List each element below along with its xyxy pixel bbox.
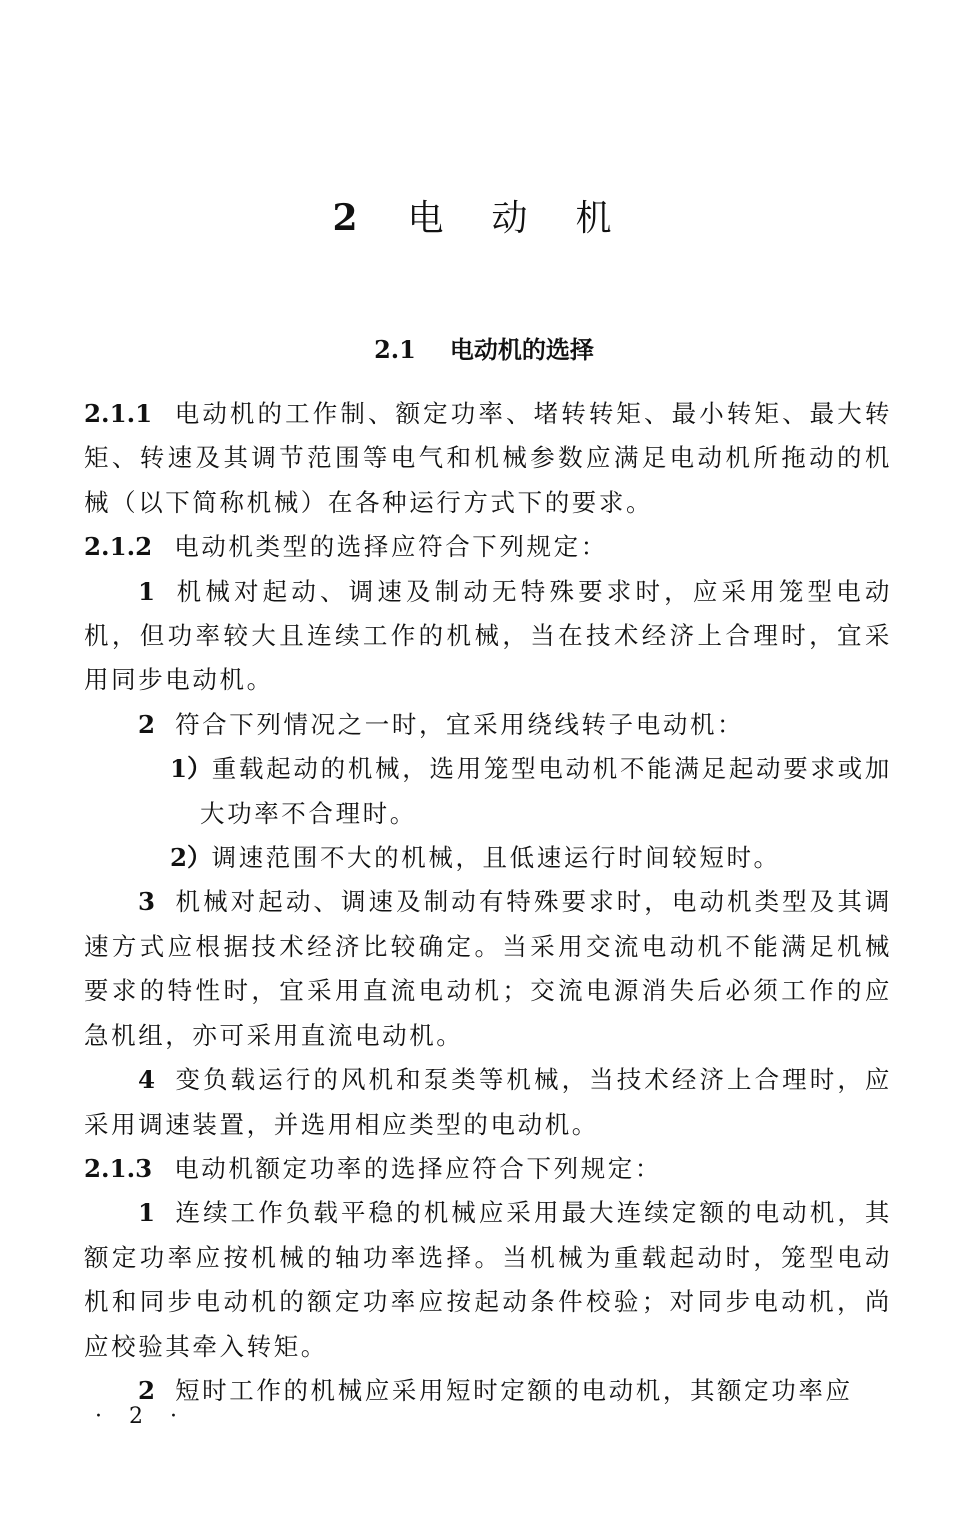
item-2-1-2-2 xyxy=(84,703,892,747)
item-number: 1 xyxy=(138,576,156,606)
section-title-text: 电动机的选择 xyxy=(449,336,594,364)
sub-item-number: 2） xyxy=(170,843,212,873)
clause-number: 2.1.1 xyxy=(84,399,153,428)
sub-item-1 xyxy=(84,747,892,836)
item-number: 3 xyxy=(138,887,156,917)
item-text: 变负载运行的风机和泵类等机械，当技术经济上合理时，应采用调速装置，并选用相应类型的电动机。 xyxy=(84,1065,892,1139)
item-2-1-2-3 xyxy=(84,880,892,1058)
item-2-1-3-2 xyxy=(84,1369,892,1413)
clause-text: 电动机类型的选择应符合下列规定： xyxy=(174,532,608,562)
item-number: 2 xyxy=(138,1375,156,1405)
chapter-title-char: 电 xyxy=(407,198,444,239)
section-title xyxy=(0,330,968,365)
sub-item-text: 调速范围不大的机械，且低速运行时间较短时。 xyxy=(211,843,781,873)
item-text: 连续工作负载平稳的机械应采用最大连续定额的电动机，其额定功率应按机械的轴功率选择。当机械为重载起动时，笼型电动机和同步电动机的额定功率应按起动条件校验；对同步电动机，尚应校验其牵入转矩。 xyxy=(84,1198,892,1361)
item-2-1-2-4 xyxy=(84,1058,892,1147)
body-text xyxy=(84,392,892,1413)
sub-item-number: 1） xyxy=(170,754,212,784)
item-number: 1 xyxy=(138,1198,156,1228)
sub-item-2 xyxy=(84,836,892,880)
clause-2-1-2 xyxy=(84,525,892,569)
clause-text: 电动机额定功率的选择应符合下列规定： xyxy=(174,1153,663,1183)
item-text: 符合下列情况之一时，宜采用绕线转子电动机： xyxy=(175,709,745,739)
item-number: 2 xyxy=(138,709,156,739)
clause-number: 2.1.2 xyxy=(84,532,153,562)
chapter-title-char: 动 xyxy=(491,198,528,239)
chapter-number: 2 xyxy=(332,197,358,239)
item-text: 机械对起动、调速及制动无特殊要求时，应采用笼型电动机，但功率较大且连续工作的机械，当在技术经济上合理时，宜采用同步电动机。 xyxy=(84,576,892,695)
item-text: 短时工作的机械应采用短时定额的电动机，其额定功率应 xyxy=(175,1375,853,1405)
clause-text: 电动机的工作制、额定功率、堵转转矩、最小转矩、最大转矩、转速及其调节范围等电气和机械参数应满足电动机所拖动的机械（以下简称机械）在各种运行方式下的要求。 xyxy=(84,399,892,517)
section-number: 2.1 xyxy=(374,335,416,364)
chapter-title-char: 机 xyxy=(575,198,612,239)
clause-number: 2.1.3 xyxy=(84,1153,153,1183)
chapter-title xyxy=(0,190,968,241)
item-text: 机械对起动、调速及制动有特殊要求时，电动机类型及其调速方式应根据技术经济比较确定。当采用交流电动机不能满足机械要求的特性时，宜采用直流电动机；交流电源消失后必须工作的应急机组，亦可采用直流电动机。 xyxy=(84,887,892,1050)
item-number: 4 xyxy=(138,1065,156,1095)
item-2-1-2-1 xyxy=(84,570,892,703)
clause-2-1-1 xyxy=(84,392,892,525)
item-2-1-3-1 xyxy=(84,1191,892,1369)
sub-item-text: 重载起动的机械，选用笼型电动机不能满足起动要求或加大功率不合理时。 xyxy=(200,754,892,828)
page-number: · 2 · xyxy=(95,1404,187,1429)
clause-2-1-3 xyxy=(84,1147,892,1191)
